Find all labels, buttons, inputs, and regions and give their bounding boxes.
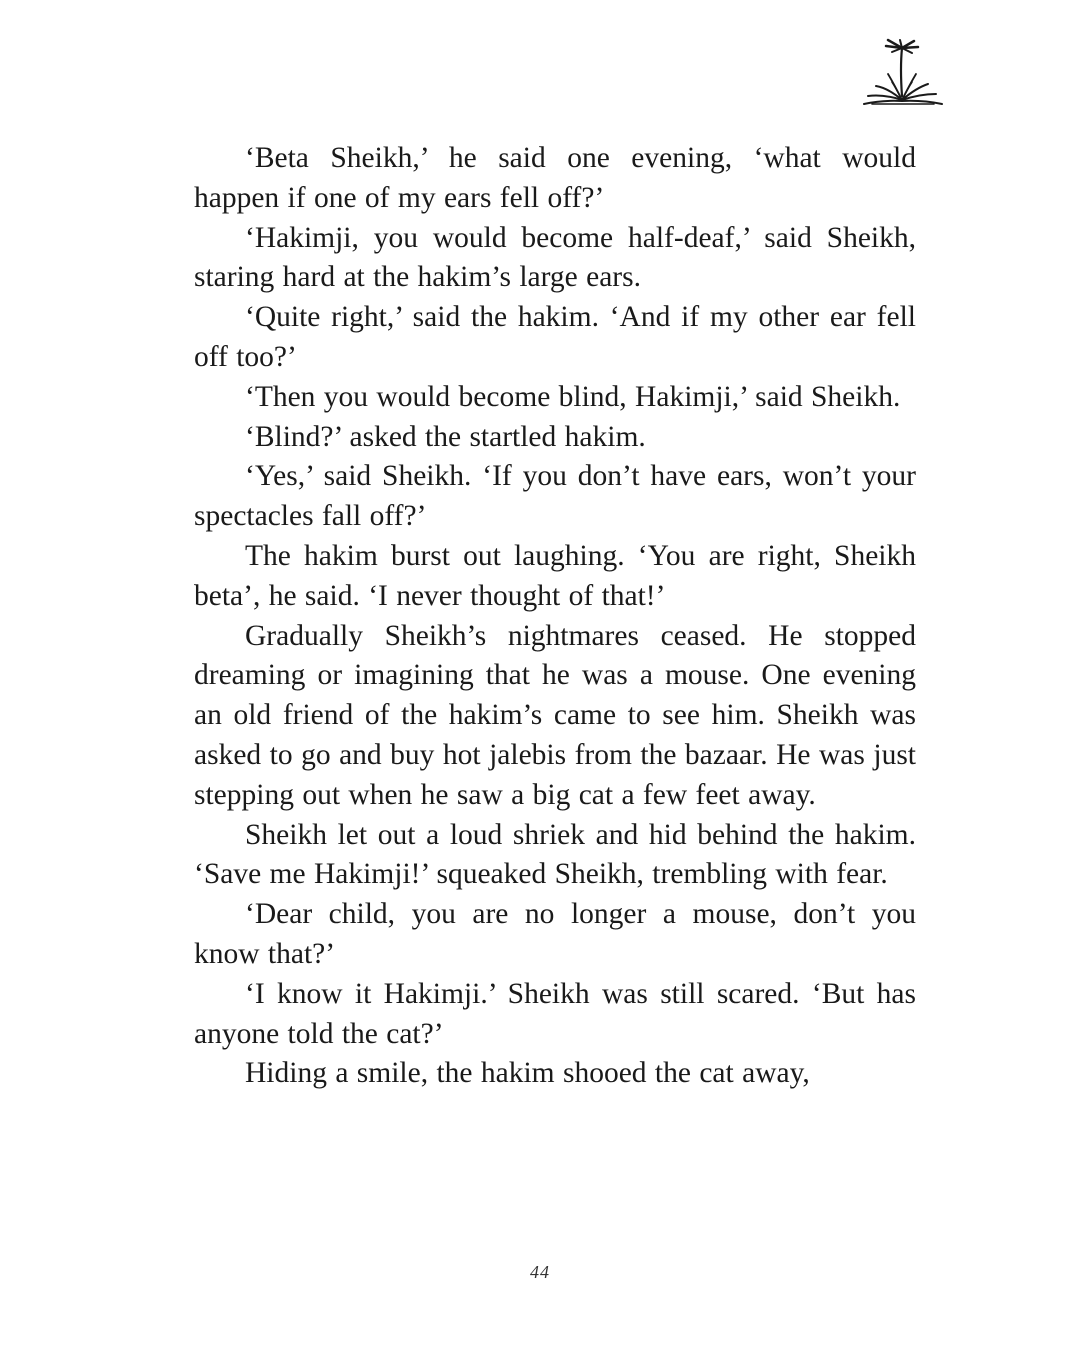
palm-tree-icon	[862, 38, 944, 110]
paragraph: ‘Then you would become blind, Hakimji,’ said Sheikh.	[245, 380, 901, 413]
body-text	[194, 139, 916, 1094]
paragraph: ‘Yes,’ said Sheikh. ‘If you don’t have ears, won’t your spectacles fall off?’	[194, 460, 916, 533]
paragraph: ‘Beta Sheikh,’ he said one evening, ‘what would happen if one of my ears fell off?’	[194, 142, 916, 214]
paragraph: Sheikh let out a loud shriek and hid behind the hakim. ‘Save me Hakimji!’ squeaked Sheikh, trembling with fear.	[194, 818, 916, 891]
paragraph: ‘Hakimji, you would become half-deaf,’ said Sheikh, staring hard at the hakim’s large ears.	[194, 221, 916, 294]
paragraph: The hakim burst out laughing. ‘You are right, Sheikh beta’, he said. ‘I never thought of that!’	[194, 539, 916, 612]
paragraph: Hiding a smile, the hakim shooed the cat away,	[245, 1057, 810, 1090]
paragraph: ‘Dear child, you are no longer a mouse, don’t you know that?’	[194, 898, 916, 970]
paragraph: ‘Quite right,’ said the hakim. ‘And if my other ear fell off too?’	[194, 301, 916, 373]
paragraph: ‘Blind?’ asked the startled hakim.	[245, 420, 646, 453]
paragraph: ‘I know it Hakimji.’ Sheikh was still scared. ‘But has anyone told the cat?’	[194, 977, 916, 1050]
paragraph: Gradually Sheikh’s nightmares ceased. He stopped dreaming or imagining that he was a mouse. One evening an old friend of the hakim’s came to see him. Sheikh was asked to go and buy hot jalebis from the bazaar. He was just stepping out when he saw a big cat a few feet away.	[194, 619, 916, 811]
page-number: 44	[530, 1262, 550, 1282]
